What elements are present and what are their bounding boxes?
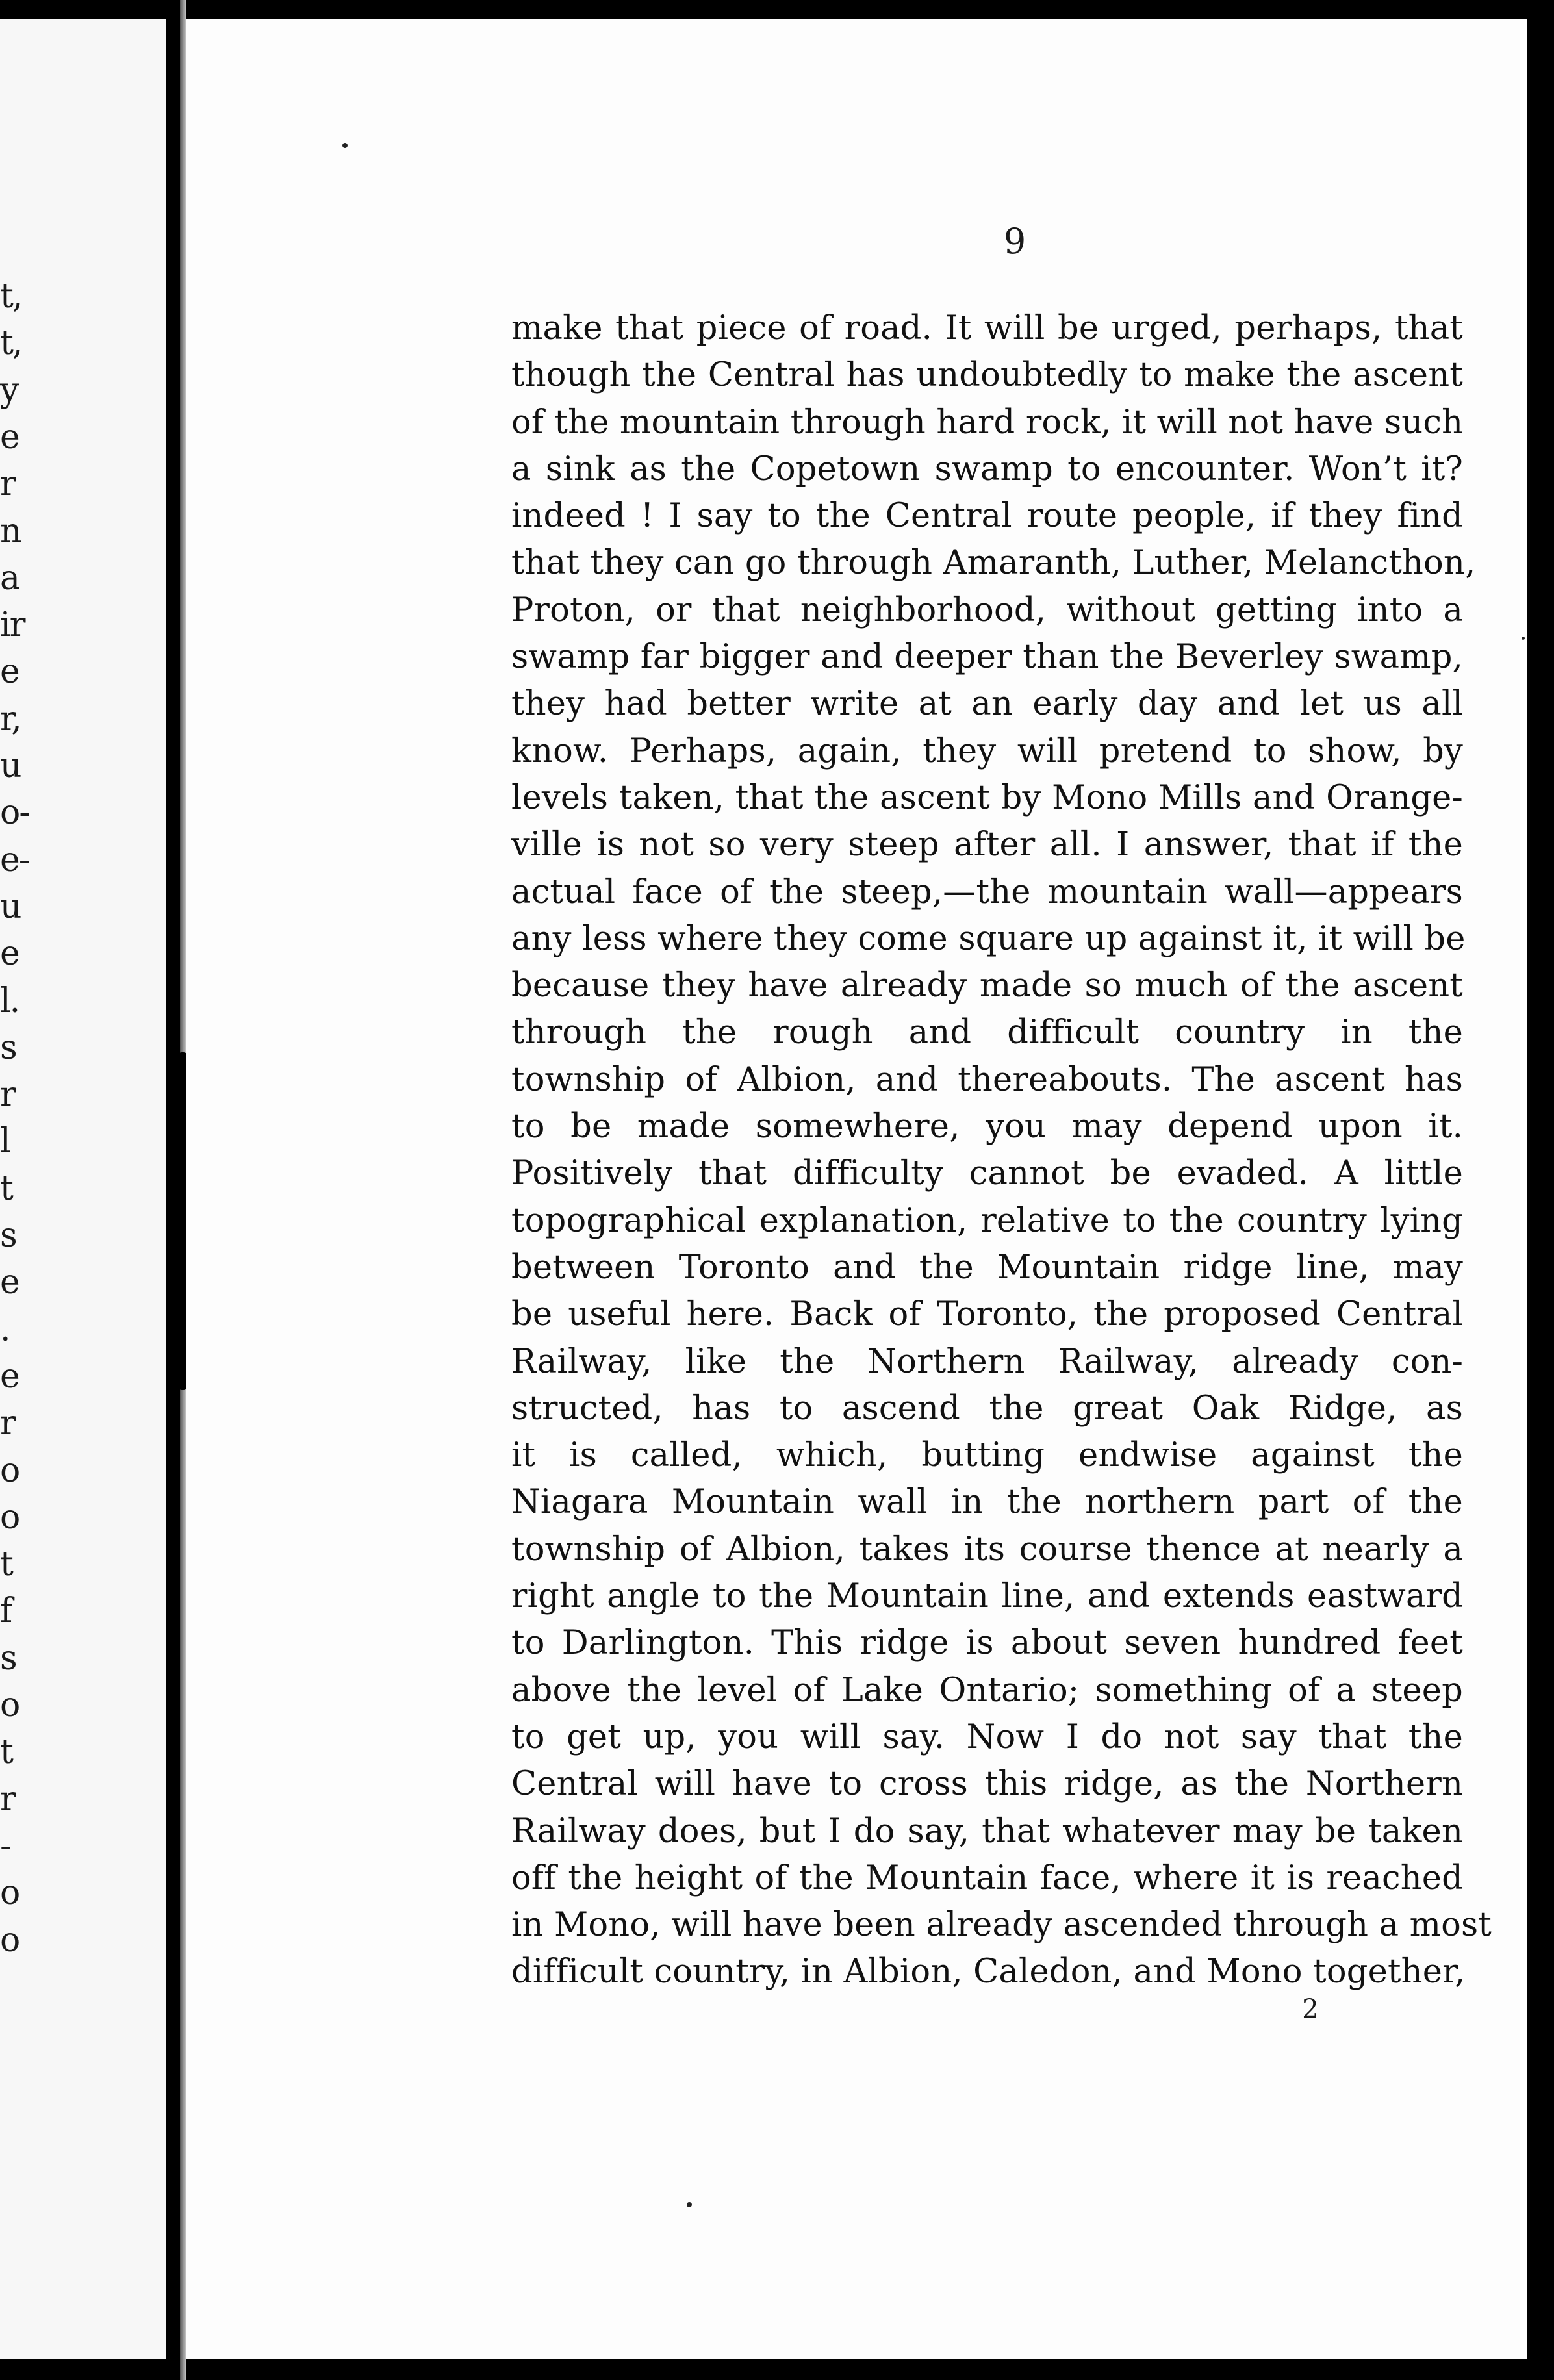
left-page-fragment: y — [0, 370, 18, 410]
left-page-fragment: t — [0, 1545, 12, 1584]
left-page-fragment: r — [0, 1404, 15, 1443]
left-page-fragment: l. — [0, 981, 19, 1020]
text-line: above the level of Lake Ontario; something of a steep — [511, 1671, 1463, 1710]
left-page-fragment: t, — [0, 277, 22, 316]
text-line: township of Albion, takes its course thence at nearly a — [511, 1530, 1463, 1569]
left-page-fragment: o — [0, 1497, 19, 1537]
left-page-fragment: r — [0, 1075, 15, 1115]
text-line: though the Central has undoubtedly to make the ascent — [511, 356, 1463, 395]
left-page-fragment: - — [0, 1826, 10, 1866]
left-page-fragment: . — [0, 1310, 10, 1349]
left-page-edge — [0, 19, 166, 2359]
left-page-fragment: o — [0, 1873, 19, 1913]
text-line: Railway does, but I do say, that whatever may be taken — [511, 1812, 1463, 1851]
text-line: to get up, you will say. Now I do not say that the — [511, 1717, 1463, 1756]
left-page-fragment: o — [0, 1920, 19, 1960]
scan-border-bottom — [0, 2359, 1554, 2380]
text-line: swamp far bigger and deeper than the Beverley swamp, — [511, 638, 1463, 677]
left-page-fragment: s — [0, 1216, 16, 1255]
text-line: Railway, like the Northern Railway, already con- — [511, 1342, 1463, 1381]
left-page-fragment: e — [0, 934, 19, 974]
text-line: be useful here. Back of Toronto, the proposed Central — [511, 1295, 1463, 1334]
text-line: a sink as the Copetown swamp to encounter. Won’t it? — [511, 449, 1463, 488]
text-line: that they can go through Amaranth, Luther, Melancthon, — [511, 544, 1476, 583]
text-line: township of Albion, and thereabouts. The ascent has — [511, 1060, 1463, 1099]
text-line: Niagara Mountain wall in the northern part of the — [511, 1483, 1463, 1522]
body-text — [511, 305, 1492, 1996]
left-page-fragment: o — [0, 1686, 19, 1725]
left-page-fragment: t — [0, 1732, 12, 1772]
left-page-fragment: e — [0, 417, 19, 457]
left-page-fragment: o — [0, 1450, 19, 1490]
text-line: topographical explanation, relative to the country lying — [511, 1201, 1463, 1240]
scan-border-top — [0, 0, 1554, 19]
left-page-fragment: r — [0, 1779, 15, 1819]
left-page-fragment: t, — [0, 323, 22, 363]
left-page-fragment: e — [0, 1263, 19, 1302]
text-line: through the rough and difficult country in the — [511, 1013, 1463, 1052]
page-number: 9 — [1003, 221, 1026, 262]
text-line: they had better write at an early day and let us all — [511, 685, 1463, 724]
text-line: any less where they come square up against it, it will be — [511, 919, 1466, 958]
left-page-fragment: o- — [0, 793, 29, 833]
text-line: Proton, or that neighborhood, without getting into a — [511, 590, 1463, 629]
text-line: it is called, which, butting endwise against the — [511, 1436, 1463, 1475]
left-page-fragment: e — [0, 652, 19, 692]
left-page-fragment: s — [0, 1638, 16, 1678]
left-page-fragment: a — [0, 558, 19, 598]
text-line: Positively that difficulty cannot be evaded. A little — [511, 1154, 1463, 1193]
text-line: to Darlington. This ridge is about seven hundred feet — [511, 1624, 1463, 1663]
text-line: in Mono, will have been already ascended through a most — [511, 1906, 1492, 1945]
text-line: levels taken, that the ascent by Mono Mills and Orange- — [511, 778, 1463, 817]
left-page-fragment: t — [0, 1169, 12, 1208]
text-line: off the height of the Mountain face, where it is reached — [511, 1858, 1463, 1897]
left-page-fragment: u — [0, 887, 21, 926]
text-line: to be made somewhere, you may depend upon it. — [511, 1108, 1463, 1146]
text-line: structed, has to ascend the great Oak Ridge, as — [511, 1389, 1463, 1428]
text-line: because they have already made so much of the ascent — [511, 967, 1463, 1006]
left-page-fragment: s — [0, 1028, 16, 1067]
left-page-fragment: r — [0, 464, 15, 504]
left-page-fragment: r, — [0, 699, 21, 739]
scan-speck — [1522, 637, 1525, 640]
text-line: right angle to the Mountain line, and extends eastward — [511, 1577, 1463, 1616]
left-page-fragment: l — [0, 1122, 10, 1161]
text-line: make that piece of road. It will be urged, perhaps, that — [511, 309, 1463, 348]
text-line: of the mountain through hard rock, it will not have such — [511, 403, 1464, 442]
scan-speck — [342, 143, 348, 148]
text-line: difficult country, in Albion, Caledon, and Mono together, — [511, 1953, 1466, 1992]
scan-border-right — [1527, 0, 1554, 2380]
left-page-fragment: n — [0, 511, 21, 551]
signature-mark: 2 — [1302, 1994, 1319, 2024]
text-line: know. Perhaps, again, they will pretend to show, by — [511, 731, 1463, 770]
left-page-fragment: ir — [0, 605, 25, 645]
right-page — [186, 19, 1527, 2359]
text-line: Central will have to cross this ridge, as the Northern — [511, 1765, 1463, 1804]
text-line: between Toronto and the Mountain ridge line, may — [511, 1248, 1463, 1287]
left-page-fragment: u — [0, 746, 21, 785]
text-line: indeed ! I say to the Central route people, if they find — [511, 497, 1463, 536]
scan-speck — [687, 2202, 692, 2207]
left-page-fragment: e — [0, 1356, 19, 1396]
text-line: ville is not so very steep after all. I answer, that if the — [511, 826, 1463, 865]
left-page-fragment: e- — [0, 840, 29, 880]
text-line: actual face of the steep,—the mountain wall—appears — [511, 872, 1463, 911]
left-page-fragment: f — [0, 1591, 12, 1631]
